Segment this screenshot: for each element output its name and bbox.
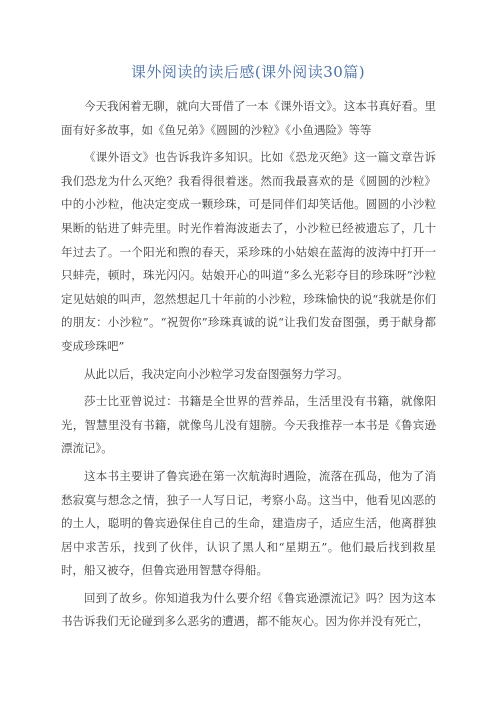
paragraph-2: 《课外语文》也告诉我许多知识。比如《恐龙灭绝》这一篇文章告诉我们恐龙为什么灭绝？我看得很着迷。然而我最喜欢的是《圆圆的沙粒》中的小沙粒，他决定变成一颗珍珠，可是同伴们却笑话他。圆圆的小沙粒果断的钻进了蚌壳里。时光作着海波逝去了，小沙粒已经被遗忘了，几十年过去了。一个阳光和煦的春天，采珍珠的小姑娘在蓝海的波涛中打开一只蚌壳，顿时，珠光闪闪。姑娘开心的叫道“多么光彩夺目的珍珠呀”沙粒定见姑娘的叫声，忽然想起几十年前的小沙粒，珍珠愉快的说“我就是你们的朋友：小沙粒”。“祝贺你”珍珠真诚的说“让我们发奋图强，勇于献身都变成珍珠吧” <box>61 150 436 353</box>
paragraph-1: 今天我闲着无聊，就向大哥借了一本《课外语文》。这本书真好看。里面有好多故事，如《鱼兄弟》《圆圆的沙粒》《小鱼遇险》等等 <box>61 99 436 137</box>
paragraph-4: 莎士比亚曾说过：书籍是全世界的营养品，生活里没有书籍，就像阳光，智慧里没有书籍，就像鸟儿没有翅膀。今天我推荐一本书是《鲁宾逊漂流记》。 <box>61 394 436 456</box>
paragraph-6: 回到了故乡。你知道我为什么要介绍《鲁宾逊漂流记》吗？因为这本书告诉我们无论碰到多么恶劣的遭遇，都不能灰心。因为你并没有死亡， <box>61 590 436 629</box>
document-title: 课外阅读的读后感(课外阅读30篇) <box>130 63 366 81</box>
document-body <box>61 95 436 634</box>
paragraph-5: 这本书主要讲了鲁宾逊在第一次航海时遇险，流落在孤岛，他为了消愁寂寞与想念之情，独子一人写日记，考察小岛。这当中，他看见凶恶的的土人，聪明的鲁宾逊保住自己的生命，建造房子，适应生活，他离群独居中求苦乐，找到了伙伴，认识了黑人和“星期五”。他们最后找到救星时，船又被夺，但鲁宾逊用智慧夺得船。 <box>61 468 436 578</box>
paragraph-3: 从此以后，我决定向小沙粒学习发奋图强努力学习。 <box>84 366 349 381</box>
